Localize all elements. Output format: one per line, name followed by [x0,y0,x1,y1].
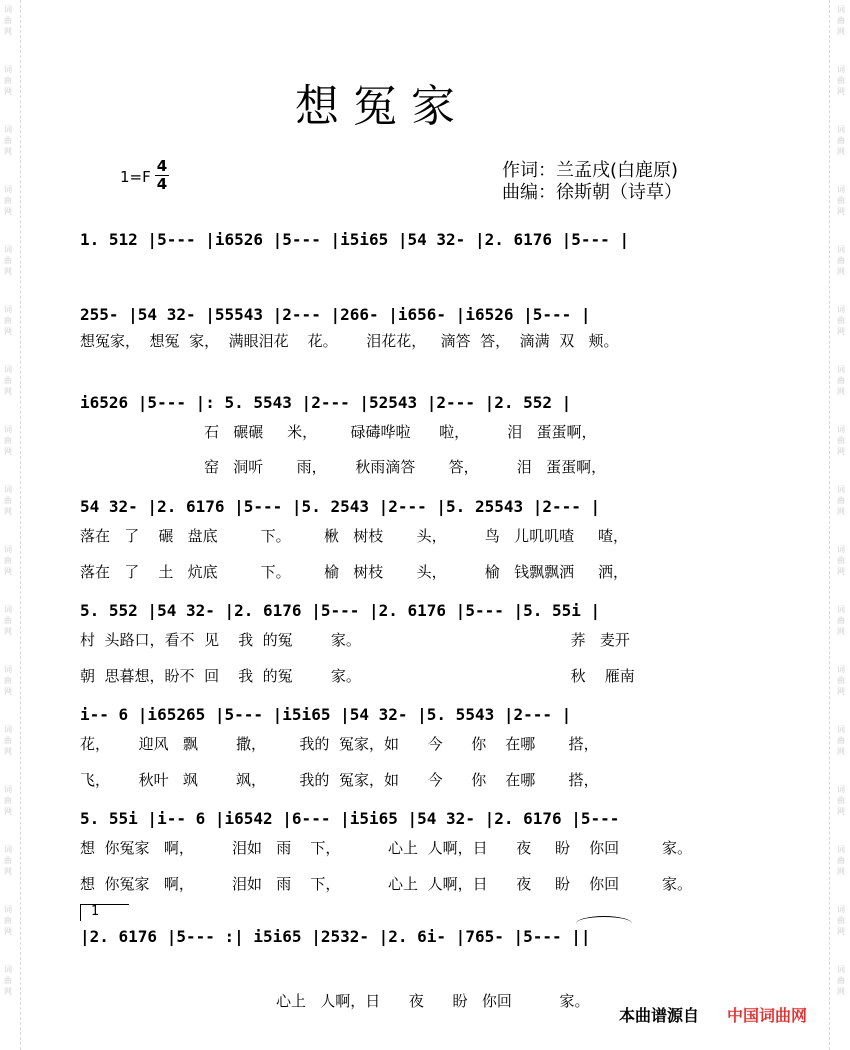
watermark-glyph: 网 [837,747,845,756]
watermark-glyph: 网 [4,207,12,216]
watermark-glyph: 网 [837,627,845,636]
watermark-glyph: 词 [4,245,12,254]
watermark-text [835,184,847,217]
watermark-text [2,604,14,637]
brand-link[interactable]: 中国词曲网 [727,1006,808,1025]
watermark-glyph: 曲 [837,976,845,985]
watermark-text [2,544,14,577]
watermark-glyph: 词 [837,605,845,614]
watermark-glyph: 词 [4,185,12,194]
watermark-glyph: 曲 [4,496,12,505]
notation-row-8: |2. 6176 |5--- :| i5i65 |2532- |2. 6i- |765- |5--- || [80,927,591,946]
watermark-glyph: 曲 [837,436,845,445]
right-watermark-strip [829,0,850,1050]
watermark-text [835,904,847,937]
watermark-glyph: 词 [837,545,845,554]
watermark-glyph: 网 [4,267,12,276]
watermark-glyph: 词 [837,665,845,674]
watermark-glyph: 词 [837,485,845,494]
lyric-line: 落在 了 碾 盘底 下。 楸 树枝 头， 鸟 儿叽叽喳 喳， [80,527,628,545]
lyric-line: 落在 了 土 炕底 下。 榆 树枝 头， 榆 钱飘飘洒 洒， [80,563,628,581]
watermark-glyph: 词 [4,665,12,674]
watermark-glyph: 网 [4,27,12,36]
watermark-glyph: 词 [4,785,12,794]
watermark-glyph: 曲 [837,196,845,205]
watermark-text [2,4,14,37]
watermark-glyph: 词 [4,485,12,494]
watermark-glyph: 曲 [837,496,845,505]
watermark-glyph: 词 [837,365,845,374]
song-title: 想冤家 [295,81,469,132]
watermark-glyph: 网 [837,267,845,276]
lyric-line: 朝 思暮想，盼不 回 我 的冤 家。 秋 雁南 [80,667,635,685]
watermark-text [2,664,14,697]
watermark-text [835,304,847,337]
watermark-glyph: 网 [4,627,12,636]
watermark-glyph: 网 [837,207,845,216]
key-signature: 1=F [120,168,151,186]
coda-lyric: 心上 人啊，日 夜 盼 你回 家。 [276,992,590,1010]
watermark-glyph: 网 [837,447,845,456]
watermark-glyph: 曲 [4,736,12,745]
watermark-glyph: 词 [837,785,845,794]
watermark-glyph: 网 [837,927,845,936]
watermark-glyph: 词 [4,125,12,134]
watermark-glyph: 曲 [4,196,12,205]
notation-row-7: 5. 55i |i-- 6 |i6542 |6--- |i5i65 |54 32- |2. 6176 |5--- [80,809,630,828]
source-label: 本曲谱源自 [619,1006,700,1025]
notation-row-1: 1. 512 |5--- |i6526 |5--- |i5i65 |54 32- |2. 6176 |5--- | [80,230,630,249]
lyric-line: 想 你冤家 啊， 泪如 雨 下， 心上 人啊，日 夜 盼 你回 家。 [80,875,693,893]
watermark-glyph: 网 [4,807,12,816]
watermark-glyph: 曲 [837,76,845,85]
watermark-glyph: 网 [837,27,845,36]
watermark-text [2,904,14,937]
watermark-glyph: 词 [837,185,845,194]
lyric-line: 花， 迎风 飘 撒， 我的 冤家，如 今 你 在哪 搭， [80,735,599,753]
watermark-glyph: 网 [4,747,12,756]
watermark-glyph: 曲 [837,796,845,805]
watermark-glyph: 词 [4,425,12,434]
watermark-glyph: 曲 [837,736,845,745]
watermark-glyph: 网 [4,987,12,996]
watermark-text [2,964,14,997]
watermark-glyph: 词 [4,5,12,14]
composer-credit: 曲编：徐斯朝（诗草） [502,182,682,203]
watermark-glyph: 网 [4,507,12,516]
watermark-glyph: 词 [837,425,845,434]
watermark-text [2,64,14,97]
watermark-text [2,184,14,217]
notation-row-4: 54 32- |2. 6176 |5--- |5. 2543 |2--- |5. 25543 |2--- | [80,497,601,516]
watermark-glyph: 词 [4,365,12,374]
watermark-text [2,364,14,397]
watermark-glyph: 曲 [837,16,845,25]
watermark-glyph: 曲 [837,136,845,145]
watermark-glyph: 网 [4,687,12,696]
watermark-text [835,664,847,697]
watermark-glyph: 词 [837,65,845,74]
lyric-line: 想冤家， 想冤 家， 满眼泪花 花。 泪花花， 滴答 答， 滴满 双 颊。 [80,332,619,350]
watermark-glyph: 曲 [4,76,12,85]
watermark-text [835,484,847,517]
watermark-glyph: 网 [4,567,12,576]
watermark-glyph: 词 [837,305,845,314]
watermark-text [835,724,847,757]
watermark-glyph: 曲 [4,796,12,805]
watermark-glyph: 曲 [837,616,845,625]
watermark-glyph: 曲 [4,256,12,265]
watermark-glyph: 曲 [837,916,845,925]
watermark-text [2,484,14,517]
watermark-glyph: 曲 [4,376,12,385]
watermark-glyph: 网 [4,147,12,156]
watermark-glyph: 词 [837,965,845,974]
left-watermark-strip [0,0,21,1050]
watermark-text [835,64,847,97]
watermark-glyph: 词 [4,545,12,554]
watermark-glyph: 网 [837,327,845,336]
notation-row-5: 5. 552 |54 32- |2. 6176 |5--- |2. 6176 |5--- |5. 55i | [80,601,601,620]
notation-row-3: i6526 |5--- |: 5. 5543 |2--- |52543 |2--- |2. 552 | [80,393,572,412]
watermark-glyph: 曲 [837,556,845,565]
watermark-glyph: 曲 [837,256,845,265]
watermark-glyph: 网 [837,567,845,576]
watermark-glyph: 词 [837,845,845,854]
watermark-glyph: 网 [837,687,845,696]
watermark-glyph: 曲 [837,316,845,325]
lyric-line: 村 头路口，看不 见 我 的冤 家。 荞 麦开 [80,631,630,649]
watermark-glyph: 曲 [4,976,12,985]
watermark-glyph: 曲 [837,376,845,385]
watermark-text [2,424,14,457]
watermark-text [835,364,847,397]
watermark-glyph: 曲 [4,916,12,925]
watermark-text [835,604,847,637]
watermark-text [2,244,14,277]
watermark-glyph: 词 [4,845,12,854]
lyric-line: 窑 洞听 雨， 秋雨滴答 答， 泪 蛋蛋啊， [80,458,607,476]
watermark-glyph: 曲 [4,616,12,625]
watermark-glyph: 曲 [4,856,12,865]
notation-row-6: i-- 6 |i65265 |5--- |i5i65 |54 32- |5. 5543 |2--- | [80,705,572,724]
watermark-glyph: 词 [837,125,845,134]
watermark-text [2,724,14,757]
notation-row-2: 255- |54 32- |55543 |2--- |266- |i656- |i6526 |5--- | [80,305,591,324]
watermark-glyph: 网 [837,867,845,876]
watermark-glyph: 网 [4,927,12,936]
watermark-glyph: 词 [4,905,12,914]
watermark-glyph: 词 [837,905,845,914]
watermark-glyph: 词 [4,725,12,734]
watermark-text [835,4,847,37]
watermark-text [835,544,847,577]
lyricist-credit: 作词：兰孟戌(白鹿原) [502,160,679,181]
watermark-glyph: 词 [837,5,845,14]
watermark-glyph: 词 [4,605,12,614]
watermark-glyph: 网 [4,87,12,96]
watermark-text [2,844,14,877]
watermark-glyph: 曲 [837,856,845,865]
watermark-glyph: 词 [837,725,845,734]
watermark-glyph: 词 [4,65,12,74]
watermark-glyph: 曲 [4,136,12,145]
watermark-glyph: 词 [4,305,12,314]
volta-bracket: 1 [80,904,129,921]
watermark-text [835,424,847,457]
watermark-glyph: 曲 [4,556,12,565]
watermark-glyph: 网 [837,807,845,816]
watermark-text [2,304,14,337]
watermark-glyph: 曲 [4,436,12,445]
lyric-line: 想 你冤家 啊， 泪如 雨 下， 心上 人啊，日 夜 盼 你回 家。 [80,839,693,857]
watermark-text [835,244,847,277]
watermark-glyph: 网 [837,387,845,396]
watermark-glyph: 词 [837,245,845,254]
watermark-glyph: 曲 [4,676,12,685]
watermark-glyph: 曲 [837,676,845,685]
watermark-glyph: 网 [4,387,12,396]
watermark-text [835,784,847,817]
watermark-text [2,124,14,157]
lyric-line: 飞， 秋叶 飒 飒， 我的 冤家，如 今 你 在哪 搭， [80,771,599,789]
watermark-glyph: 网 [4,327,12,336]
watermark-glyph: 网 [4,867,12,876]
watermark-glyph: 网 [837,87,845,96]
watermark-glyph: 网 [4,447,12,456]
watermark-glyph: 网 [837,987,845,996]
watermark-glyph: 曲 [4,316,12,325]
watermark-glyph: 曲 [4,16,12,25]
watermark-glyph: 网 [837,507,845,516]
watermark-text [2,784,14,817]
watermark-glyph: 网 [837,147,845,156]
time-signature: 4 4 [156,157,168,193]
watermark-text [835,844,847,877]
watermark-text [835,964,847,997]
watermark-text [835,124,847,157]
watermark-glyph: 词 [4,965,12,974]
lyric-line: 石 碾碾 米， 碌碡哗啦 啦， 泪 蛋蛋啊， [80,423,597,441]
